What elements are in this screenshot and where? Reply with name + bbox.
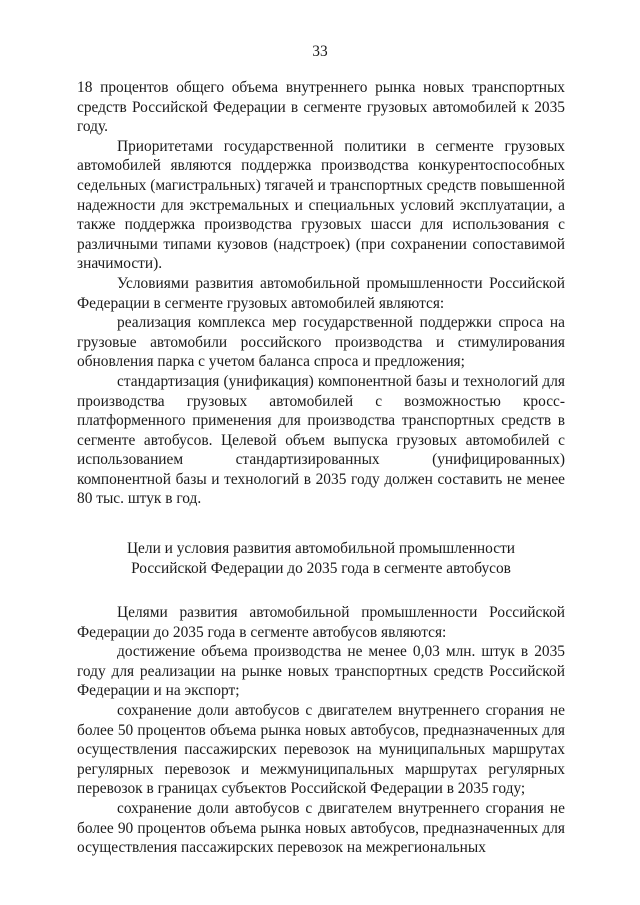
paragraph-8: сохранение доли автобусов с двигателем внутреннего сгорания не более 50 процентов объема рынка новых автобусов, предназначенных для осуществления пассажирских перевозок на муниципальных маршрутах регулярных перевозок и межмуниципальных маршрутах регулярных перевозок в границах субъектов Российской Федерации в 2035 году; xyxy=(77,702,565,798)
page-number: 33 xyxy=(312,43,328,60)
section-heading-line-1: Цели и условия развития автомобильной промышленности xyxy=(126,540,516,558)
paragraph-3: Условиями развития автомобильной промышленности Российской Федерации в сегменте грузовых автомобилей являются: xyxy=(77,274,565,312)
paragraph-2: Приоритетами государственной политики в сегменте грузовых автомобилей являются поддержка производства конкурентоспособных седельных (магистральных) тягачей и транспортных средств повышенной надежности для экстремальных и специальных условий эксплуатации, а также поддержка производства грузовых шасси для использования с различными типами кузовов (надстроек) (при сохранении сопоставимой значимости). xyxy=(77,137,565,273)
paragraph-1: 18 процентов общего объема внутреннего рынка новых транспортных средств Российской Федерации в сегменте грузовых автомобилей к 2035 году. xyxy=(77,79,565,136)
paragraph-7: достижение объема производства не менее 0,03 млн. штук в 2035 году для реализации на рынке новых транспортных средств Российской Федерации и на экспорт; xyxy=(77,643,565,700)
paragraph-9: сохранение доли автобусов с двигателем внутреннего сгорания не более 90 процентов объема рынка новых автобусов, предназначенных для осуществления пассажирских перевозок на межрегиональных xyxy=(77,800,565,857)
paragraph-5: стандартизация (унификация) компонентной базы и технологий для производства грузовых автомобилей с возможностью кросс-платформенного применения для производства транспортных средств в сегменте автобусов. Целевой объем выпуска грузовых автомобилей с использованием стандартизированных (унифицированных) компонентной базы и технологий в 2035 году должен составить не менее 80 тыс. штук в год. xyxy=(77,372,565,508)
document-body xyxy=(77,78,565,858)
paragraph-4: реализация комплекса мер государственной поддержки спроса на грузовые автомобили российского производства и стимулирования обновления парка с учетом баланса спроса и предложения; xyxy=(77,314,565,371)
section-heading-line-2: Российской Федерации до 2035 года в сегменте автобусов xyxy=(131,560,511,578)
paragraph-6: Целями развития автомобильной промышленности Российской Федерации до 2035 года в сегменте автобусов являются: xyxy=(77,604,565,641)
section-heading xyxy=(77,539,565,579)
